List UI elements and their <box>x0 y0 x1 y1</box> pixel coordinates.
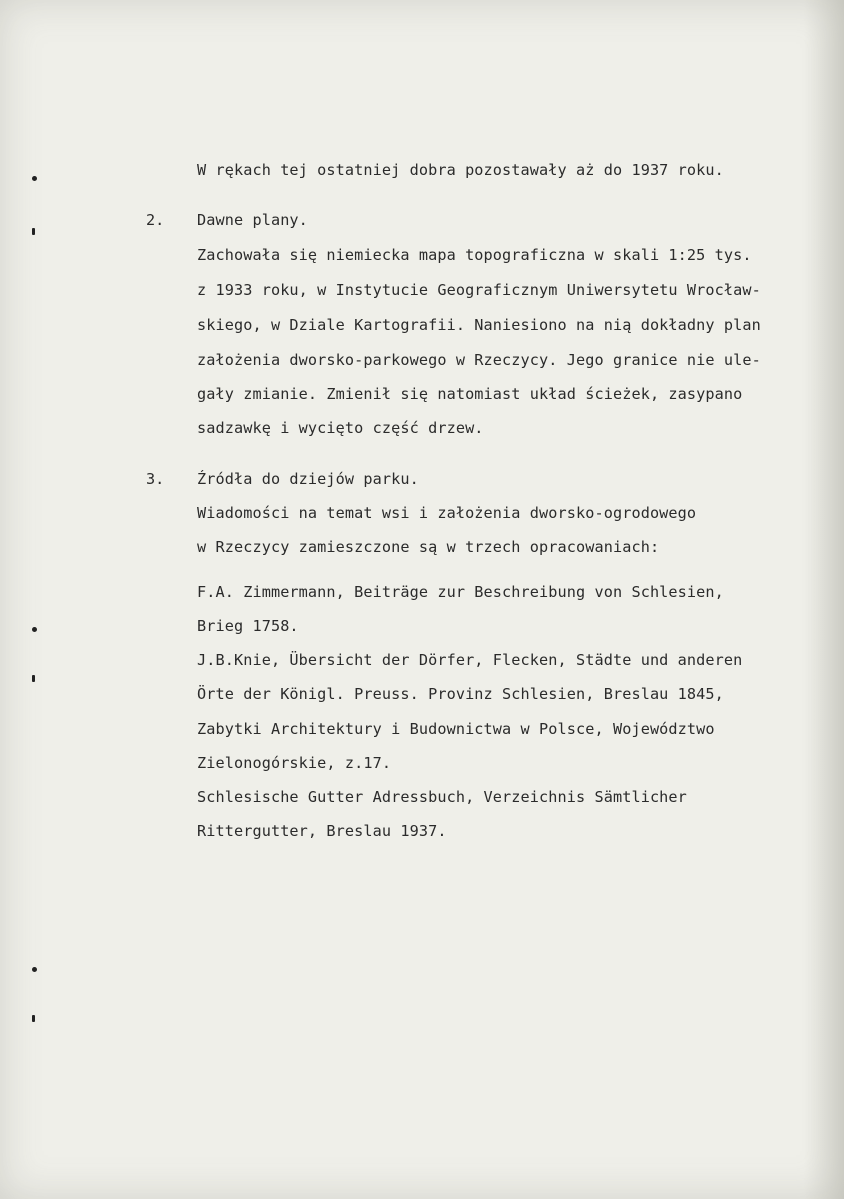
page-edge-shadow <box>804 0 844 1199</box>
citation-line: Brieg 1758. <box>197 617 299 635</box>
section-number: 2. <box>146 211 165 229</box>
margin-mark <box>32 627 37 632</box>
paragraph-line: skiego, w Dziale Kartografii. Naniesiono na nią dokładny plan <box>197 316 761 334</box>
paragraph-line: w Rzeczycy zamieszczone są w trzech opracowaniach: <box>197 538 660 556</box>
paragraph-line: Zachowała się niemiecka mapa topograficzna w skali 1:25 tys. <box>197 246 752 264</box>
paragraph-line: sadzawkę i wycięto część drzew. <box>197 419 484 437</box>
margin-mark <box>32 675 35 682</box>
paragraph-line: Wiadomości na temat wsi i założenia dworsko-ogrodowego <box>197 504 697 522</box>
paragraph-line: założenia dworsko-parkowego w Rzeczycy. Jego granice nie ule- <box>197 351 761 369</box>
intro-line: W rękach tej ostatniej dobra pozostawały aż do 1937 roku. <box>197 161 724 179</box>
citation-line: Rittergutter, Breslau 1937. <box>197 822 447 840</box>
citation-line: Schlesische Gutter Adressbuch, Verzeichnis Sämtlicher <box>197 788 687 806</box>
margin-mark <box>32 1015 35 1022</box>
paragraph-line: gały zmianie. Zmienił się natomiast układ ścieżek, zasypano <box>197 385 743 403</box>
citation-line: J.B.Knie, Übersicht der Dörfer, Flecken, Städte und anderen <box>197 651 743 669</box>
citation-line: Zabytki Architektury i Budownictwa w Polsce, Województwo <box>197 720 715 738</box>
citation-line: Örte der Königl. Preuss. Provinz Schlesien, Breslau 1845, <box>197 685 724 703</box>
section-heading: Źródła do dziejów parku. <box>197 470 419 488</box>
citation-line: Zielonogórskie, z.17. <box>197 754 392 772</box>
paragraph-line: z 1933 roku, w Instytucie Geograficznym Uniwersytetu Wrocław- <box>197 281 761 299</box>
margin-mark <box>32 967 37 972</box>
margin-mark <box>32 228 35 235</box>
section-heading: Dawne plany. <box>197 211 308 229</box>
citation-line: F.A. Zimmermann, Beiträge zur Beschreibung von Schlesien, <box>197 583 724 601</box>
section-number: 3. <box>146 470 165 488</box>
margin-mark <box>32 176 37 181</box>
